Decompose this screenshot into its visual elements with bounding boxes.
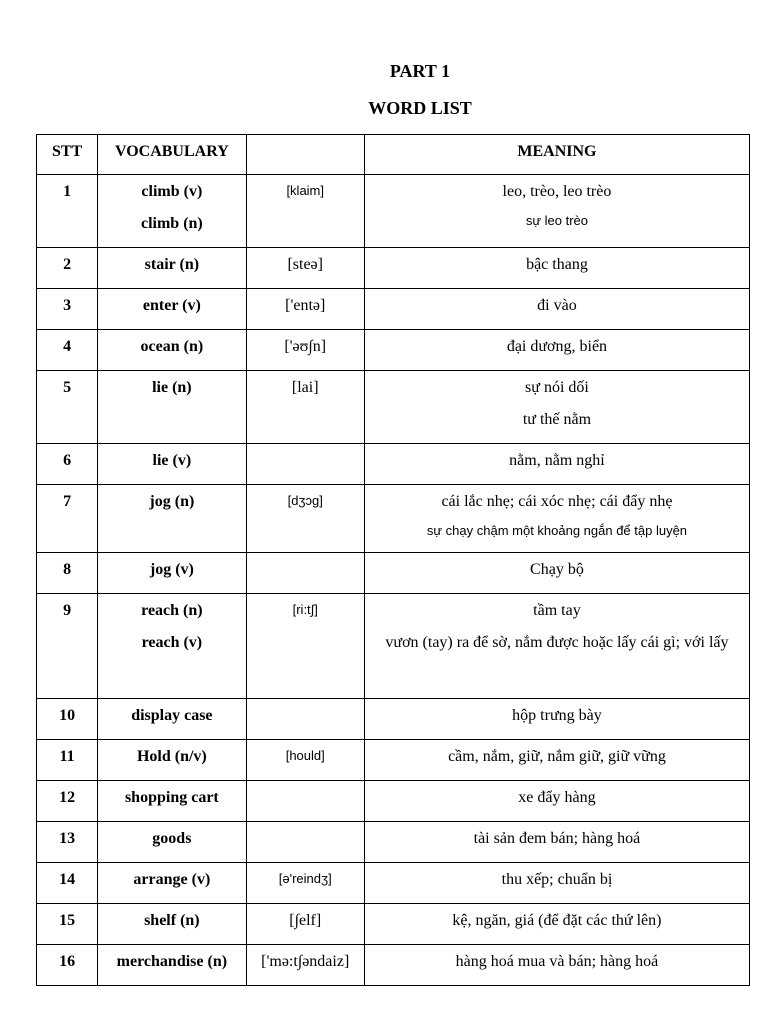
vocabulary-word: arrange (v) xyxy=(133,871,211,888)
vocabulary-word: shelf (n) xyxy=(144,912,200,929)
row-number-text: 12 xyxy=(59,789,76,806)
row-number xyxy=(37,175,98,248)
table-row xyxy=(37,822,750,863)
pronunciation-text: [steə] xyxy=(287,256,323,273)
vocabulary-word: goods xyxy=(152,830,192,847)
meaning-cell xyxy=(364,248,749,289)
row-number xyxy=(37,740,98,781)
table-row xyxy=(37,444,750,485)
vocabulary-word: reach (v) xyxy=(141,634,203,651)
meaning-text: kệ, ngăn, giá (để đặt các thứ lên) xyxy=(452,912,662,929)
pronunciation-text: [lai] xyxy=(291,379,319,396)
pronunciation-cell xyxy=(246,175,364,248)
meaning-text: leo, trèo, leo trèo xyxy=(502,183,612,200)
vocabulary-cell xyxy=(98,289,246,330)
row-number-text: 9 xyxy=(63,602,72,619)
row-number-text: 4 xyxy=(63,338,72,355)
pronunciation-cell xyxy=(246,904,364,945)
vocabulary-word: display case xyxy=(131,707,213,724)
meaning-text: hộp trưng bày xyxy=(512,707,602,724)
pronunciation-text xyxy=(247,451,364,471)
vocabulary-cell xyxy=(98,781,246,822)
pronunciation-cell xyxy=(246,863,364,904)
pronunciation-text xyxy=(247,829,364,849)
row-number xyxy=(37,444,98,485)
row-number-text: 8 xyxy=(63,561,72,578)
meaning-text: cầm, nắm, giữ, nắm giữ, giữ vững xyxy=(448,748,666,765)
vocabulary-word: jog (n) xyxy=(149,493,195,510)
row-number xyxy=(37,781,98,822)
table-row xyxy=(37,904,750,945)
pronunciation-text: [ri:t∫] xyxy=(292,602,318,617)
pronunciation-text xyxy=(247,560,364,580)
meaning-cell xyxy=(364,330,749,371)
vocabulary-word: shopping cart xyxy=(124,789,219,806)
pronunciation-cell xyxy=(246,553,364,594)
row-number-text: 16 xyxy=(59,953,76,970)
meaning-cell xyxy=(364,553,749,594)
meaning-text: tài sản đem bán; hàng hoá xyxy=(473,830,641,847)
word-list-body xyxy=(37,175,750,986)
meaning-text: Chạy bộ xyxy=(530,561,584,578)
row-number-text: 7 xyxy=(63,493,72,510)
table-row xyxy=(37,594,750,699)
pronunciation-cell xyxy=(246,330,364,371)
pronunciation-cell xyxy=(246,371,364,444)
row-number xyxy=(37,248,98,289)
vocabulary-word: climb (v) xyxy=(141,183,203,200)
row-number-text: 1 xyxy=(63,183,72,200)
row-number-text: 3 xyxy=(63,297,72,314)
vocabulary-cell xyxy=(98,248,246,289)
header-pronunciation xyxy=(246,135,364,175)
pronunciation-text: [dʒɔg] xyxy=(287,493,323,508)
vocabulary-cell xyxy=(98,175,246,248)
table-header-row xyxy=(37,135,750,175)
word-list-table xyxy=(36,134,750,986)
table-row xyxy=(37,485,750,553)
pronunciation-cell xyxy=(246,822,364,863)
vocabulary-word: lie (v) xyxy=(152,452,192,469)
vocabulary-word: reach (n) xyxy=(141,602,203,619)
row-number xyxy=(37,594,98,699)
vocabulary-cell xyxy=(98,699,246,740)
row-number xyxy=(37,699,98,740)
meaning-text: hàng hoá mua và bán; hàng hoá xyxy=(455,953,659,970)
meaning-text: vươn (tay) ra để sờ, nắm được hoặc lấy cái gì; với lấy xyxy=(385,634,729,651)
vocabulary-cell xyxy=(98,371,246,444)
row-number xyxy=(37,485,98,553)
row-number xyxy=(37,289,98,330)
pronunciation-text: [klaim] xyxy=(286,183,324,198)
pronunciation-text: [∫elf] xyxy=(289,912,322,929)
table-row xyxy=(37,553,750,594)
vocabulary-word: climb (n) xyxy=(140,215,203,232)
vocabulary-word: lie (n) xyxy=(152,379,192,396)
meaning-cell xyxy=(364,822,749,863)
meaning-text: thu xếp; chuẩn bị xyxy=(501,871,613,888)
pronunciation-text: ['əʊ∫n] xyxy=(284,338,327,355)
pronunciation-cell xyxy=(246,945,364,986)
meaning-cell xyxy=(364,904,749,945)
pronunciation-text xyxy=(247,788,364,808)
vocabulary-cell xyxy=(98,945,246,986)
row-number xyxy=(37,863,98,904)
meaning-text: nằm, nằm nghỉ xyxy=(509,452,605,469)
meaning-text: tư thế nằm xyxy=(522,411,592,428)
meaning-cell xyxy=(364,594,749,699)
meaning-text: đại dương, biển xyxy=(506,338,608,355)
meaning-cell xyxy=(364,444,749,485)
pronunciation-text: [ə'reindʒ] xyxy=(278,871,332,886)
pronunciation-text: ['entə] xyxy=(285,297,326,314)
vocabulary-cell xyxy=(98,330,246,371)
vocabulary-word: jog (v) xyxy=(149,561,194,578)
meaning-cell xyxy=(364,945,749,986)
table-row xyxy=(37,175,750,248)
meaning-text: sự nói dối xyxy=(525,379,589,396)
vocabulary-word: ocean (n) xyxy=(140,338,204,355)
table-row xyxy=(37,699,750,740)
pronunciation-cell xyxy=(246,699,364,740)
meaning-text: xe đẩy hàng xyxy=(518,789,596,806)
meaning-text: tầm tay xyxy=(533,602,581,619)
vocabulary-cell xyxy=(98,444,246,485)
header-meaning: MEANING xyxy=(364,135,749,175)
row-number-text: 5 xyxy=(63,379,72,396)
row-number xyxy=(37,371,98,444)
pronunciation-cell xyxy=(246,248,364,289)
vocabulary-word: Hold (n/v) xyxy=(136,748,207,765)
table-row xyxy=(37,289,750,330)
meaning-cell xyxy=(364,699,749,740)
vocabulary-word: stair (n) xyxy=(144,256,200,273)
header-stt: STT xyxy=(37,135,98,175)
pronunciation-text xyxy=(247,706,364,726)
vocabulary-cell xyxy=(98,553,246,594)
table-row xyxy=(37,248,750,289)
vocabulary-word: merchandise (n) xyxy=(116,953,228,970)
row-number xyxy=(37,945,98,986)
table-row xyxy=(37,863,750,904)
row-number-text: 6 xyxy=(63,452,72,469)
meaning-cell xyxy=(364,371,749,444)
pronunciation-text: ['mə:t∫əndaiz] xyxy=(261,953,350,970)
vocabulary-cell xyxy=(98,904,246,945)
row-number-text: 15 xyxy=(59,912,76,929)
pronunciation-cell xyxy=(246,594,364,699)
part-title: PART 1 xyxy=(389,61,451,81)
row-number xyxy=(37,553,98,594)
vocabulary-cell xyxy=(98,740,246,781)
pronunciation-cell xyxy=(246,289,364,330)
pronunciation-cell xyxy=(246,781,364,822)
meaning-text: đi vào xyxy=(537,297,577,314)
meaning-cell xyxy=(364,740,749,781)
row-number-text: 13 xyxy=(59,830,76,847)
meaning-text: bậc thang xyxy=(526,256,588,273)
pronunciation-cell xyxy=(246,444,364,485)
table-row xyxy=(37,371,750,444)
vocabulary-cell xyxy=(98,822,246,863)
table-row xyxy=(37,330,750,371)
meaning-text: cái lắc nhẹ; cái xóc nhẹ; cái đẩy nhẹ xyxy=(441,493,673,510)
meaning-cell xyxy=(364,781,749,822)
header-vocabulary: VOCABULARY xyxy=(98,135,246,175)
meaning-cell xyxy=(364,175,749,248)
pronunciation-cell xyxy=(246,485,364,553)
vocabulary-cell xyxy=(98,594,246,699)
table-row xyxy=(37,740,750,781)
word-list-title: WORD LIST xyxy=(368,98,472,118)
pronunciation-text: [hould] xyxy=(285,748,325,763)
row-number-text: 11 xyxy=(59,748,75,765)
row-number xyxy=(37,904,98,945)
row-number-text: 10 xyxy=(59,707,76,724)
row-number xyxy=(37,330,98,371)
meaning-cell xyxy=(364,863,749,904)
vocabulary-cell xyxy=(98,863,246,904)
row-number-text: 14 xyxy=(59,871,76,888)
meaning-cell xyxy=(364,289,749,330)
row-number xyxy=(37,822,98,863)
vocabulary-word: enter (v) xyxy=(142,297,201,314)
table-row xyxy=(37,781,750,822)
meaning-text: sự chạy chậm một khoảng ngắn để tập luyện xyxy=(426,523,688,538)
row-number-text: 2 xyxy=(63,256,72,273)
pronunciation-cell xyxy=(246,740,364,781)
meaning-text: sự leo trèo xyxy=(525,213,589,228)
vocabulary-cell xyxy=(98,485,246,553)
meaning-cell xyxy=(364,485,749,553)
table-row xyxy=(37,945,750,986)
